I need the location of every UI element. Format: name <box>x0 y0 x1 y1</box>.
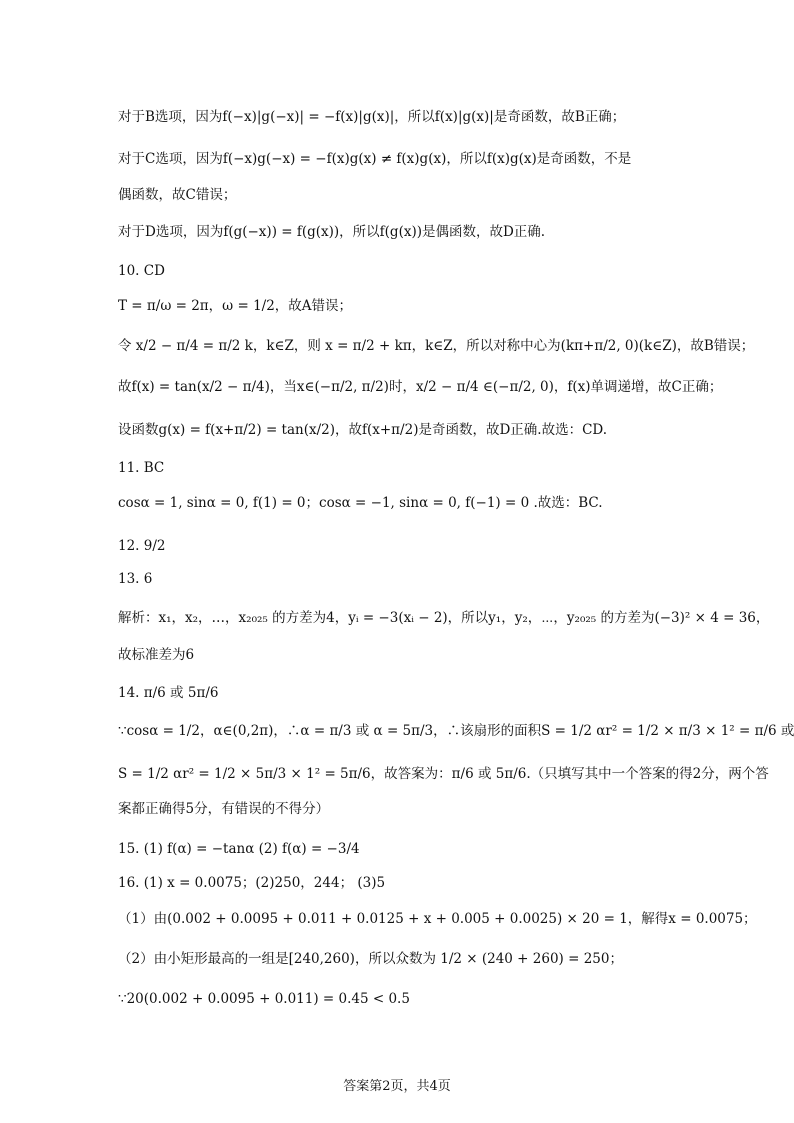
q15-answer: 15. (1) f(α) = −tanα (2) f(α) = −3/4 <box>118 841 360 857</box>
q14-answer: 14. π/6 或 5π/6 <box>118 685 219 701</box>
q16-part-2: （2）由小矩形最高的一组是[240,260)，所以众数为 1/2 × (240 + 260) = 250； <box>118 951 623 967</box>
q16-part-3: ∵20(0.002 + 0.0095 + 0.011) = 0.45 < 0.5 <box>118 991 410 1007</box>
q14-detail-3: 案都正确得5分，有错误的不得分） <box>118 801 330 817</box>
q10-answer: 10. CD <box>118 263 165 279</box>
q10-option-d: 设函数g(x) = f(x+π/2) = tan(x/2)，故f(x+π/2)是奇函数，故D正确.故选：CD. <box>118 422 608 438</box>
q11-detail: cosα = 1, sinα = 0, f(1) = 0；cosα = −1, sinα = 0, f(−1) = 0 .故选：BC. <box>118 495 603 511</box>
d-option-line: 对于D选项，因为f(g(−x)) = f(g(x))，所以f(g(x))是偶函数，故D正确. <box>118 224 546 240</box>
b-option-line: 对于B选项，因为f(−x)|g(−x)| = −f(x)|g(x)|，所以f(x)|g(x)|是奇函数，故B正确； <box>118 109 626 125</box>
page-footer: 答案第2页，共4页 <box>343 1079 451 1094</box>
q10-option-a: T = π/ω = 2π，ω = 1/2，故A错误； <box>118 298 353 314</box>
q16-part-1: （1）由(0.002 + 0.0095 + 0.011 + 0.0125 + x + 0.005 + 0.0025) × 20 = 1，解得x = 0.0075； <box>118 911 757 927</box>
q13-detail-2: 故标准差为6 <box>118 647 195 663</box>
q14-detail-2: S = 1/2 αr² = 1/2 × 5π/3 × 1² = 5π/6，故答案为：π/6 或 5π/6.（只填写其中一个答案的得2分，两个答 <box>118 766 769 782</box>
q14-detail-1: ∵cosα = 1/2，α∈(0,2π)，∴α = π/3 或 α = 5π/3，∴该扇形的面积S = 1/2 αr² = 1/2 × π/3 × 1² = π/6 或 <box>118 723 794 739</box>
q12-answer: 12. 9/2 <box>118 538 166 554</box>
q11-answer: 11. BC <box>118 460 165 476</box>
q13-detail-1: 解析：x₁，x₂，…，x₂₀₂₅ 的方差为4，yᵢ = −3(xᵢ − 2)，所以y₁，y₂，⋯，y₂₀₂₅ 的方差为(−3)² × 4 = 36， <box>118 610 770 626</box>
q10-option-b: 令 x/2 − π/4 = π/2 k，k∈Z，则 x = π/2 + kπ，k∈Z，所以对称中心为(kπ+π/2, 0)(k∈Z)，故B错误； <box>118 338 755 354</box>
c-option-line-2: 偶函数，故C错误； <box>118 187 237 203</box>
q16-answer: 16. (1) x = 0.0075；(2)250，244； (3)5 <box>118 875 386 891</box>
c-option-line-1: 对于C选项，因为f(−x)g(−x) = −f(x)g(x) ≠ f(x)g(x)，所以f(x)g(x)是奇函数，不是 <box>118 151 632 167</box>
q10-option-c: 故f(x) = tan(x/2 − π/4)，当x∈(−π/2, π/2)时，x/2 − π/4 ∈(−π/2, 0)，f(x)单调递增，故C正确； <box>118 379 723 395</box>
q13-answer: 13. 6 <box>118 571 153 587</box>
